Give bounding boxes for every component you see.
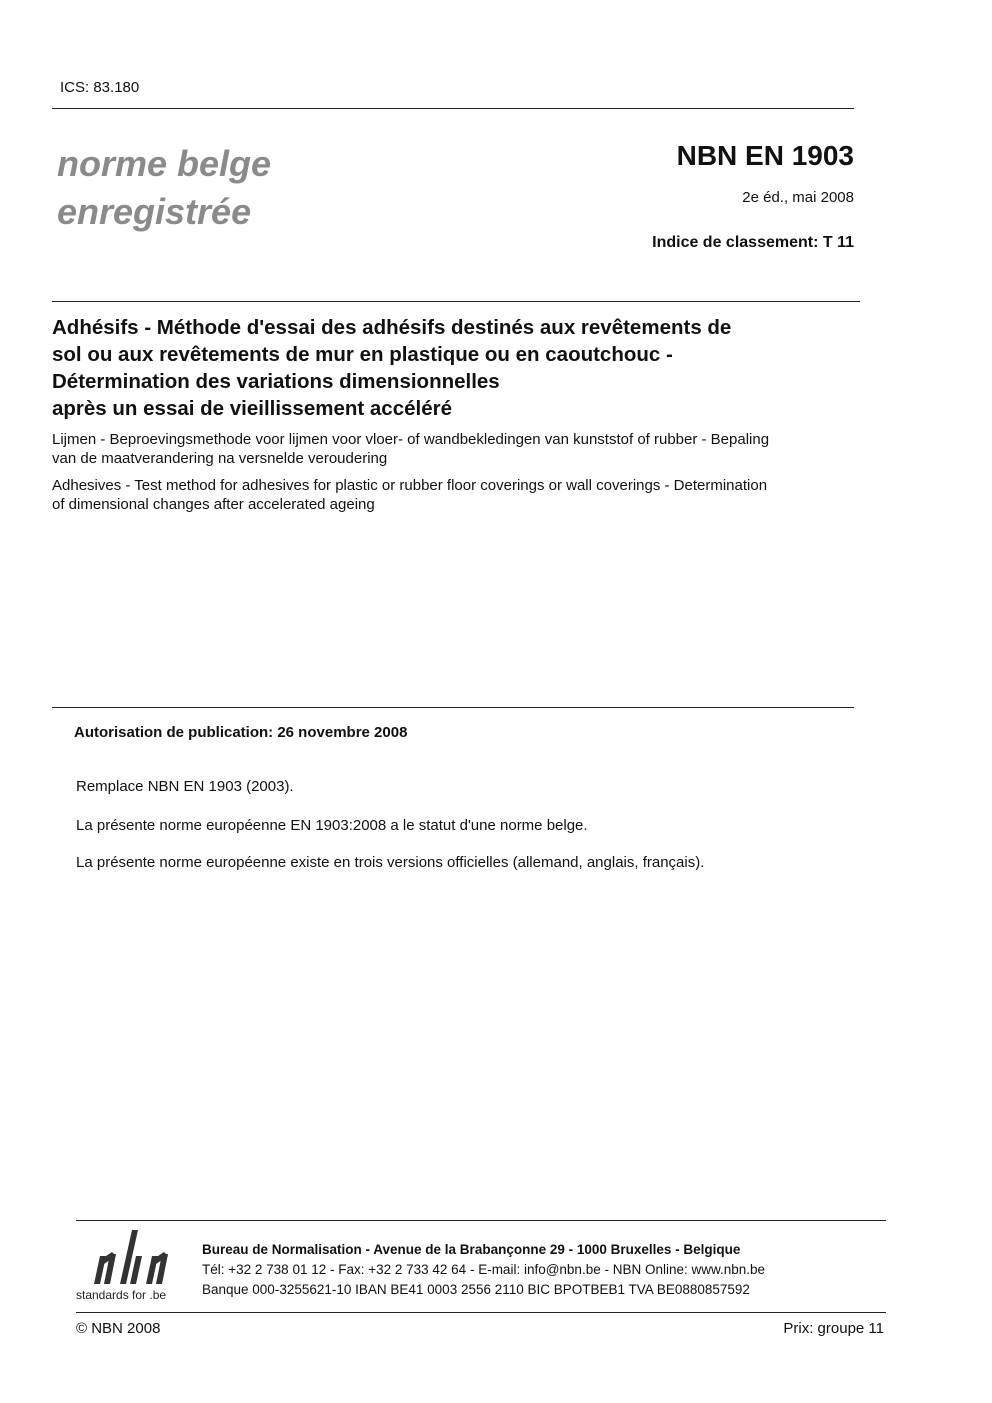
footer-contact-line: Tél: +32 2 738 01 12 - Fax: +32 2 733 42 64 - E-mail: info@nbn.be - NBN Online: www.nbn.be (202, 1262, 766, 1277)
standard-number: NBN EN 1903 (676, 140, 854, 171)
title-french (52, 314, 872, 422)
title-fr-line: Détermination des variations dimensionnelles (52, 370, 500, 393)
footer-bureau-address: Bureau de Normalisation - Avenue de la Brabançonne 29 - 1000 Bruxelles - Belgique (202, 1242, 741, 1257)
title-english (52, 476, 872, 514)
footer-contact-block (202, 1240, 765, 1300)
title-divider (52, 301, 860, 302)
title-fr-line: sol ou aux revêtements de mur en plastique ou en caoutchouc - (52, 343, 673, 366)
norme-label-line2: enregistrée (57, 191, 252, 232)
title-fr-line: après un essai de vieillissement accéléré (52, 397, 452, 420)
price-group: Prix: groupe 11 (783, 1320, 884, 1337)
note-versions: La présente norme européenne existe en trois versions officielles (allemand, anglais, français). (76, 854, 705, 871)
norme-label-line1: norme belge (57, 143, 272, 184)
footer-bottom-divider (76, 1312, 886, 1313)
logo-tagline: standards for .be (76, 1288, 167, 1302)
note-status: La présente norme européenne EN 1903:2008 a le statut d'une norme belge. (76, 817, 588, 834)
title-en-line: of dimensional changes after accelerated ageing (52, 496, 375, 513)
note-replaces: Remplace NBN EN 1903 (2003). (76, 778, 294, 795)
nbn-logo-mark (76, 1228, 186, 1288)
title-nl-line: Lijmen - Beproevingsmethode voor lijmen voor vloer- of wandbekledingen van kunststof of rubber - Bepaling (52, 431, 770, 448)
copyright: © NBN 2008 (76, 1320, 161, 1337)
title-fr-line: Adhésifs - Méthode d'essai des adhésifs destinés aux revêtements de (52, 316, 732, 339)
publication-divider (52, 707, 854, 708)
edition: 2e éd., mai 2008 (742, 189, 854, 206)
ics-code: ICS: 83.180 (60, 79, 140, 96)
footer-top-divider (76, 1220, 886, 1221)
publication-authorization: Autorisation de publication: 26 novembre 2008 (74, 724, 408, 741)
header-divider (52, 108, 854, 109)
title-dutch (52, 430, 872, 468)
title-nl-line: van de maatverandering na versnelde veroudering (52, 450, 388, 467)
classement-index: Indice de classement: T 11 (652, 234, 854, 251)
norme-label (57, 140, 271, 236)
title-en-line: Adhesives - Test method for adhesives for plastic or rubber floor coverings or wall coverings - Determination (52, 477, 768, 494)
footer-bank-line: Banque 000-3255621-10 IBAN BE41 0003 2556 2110 BIC BPOTBEB1 TVA BE0880857592 (202, 1282, 750, 1297)
